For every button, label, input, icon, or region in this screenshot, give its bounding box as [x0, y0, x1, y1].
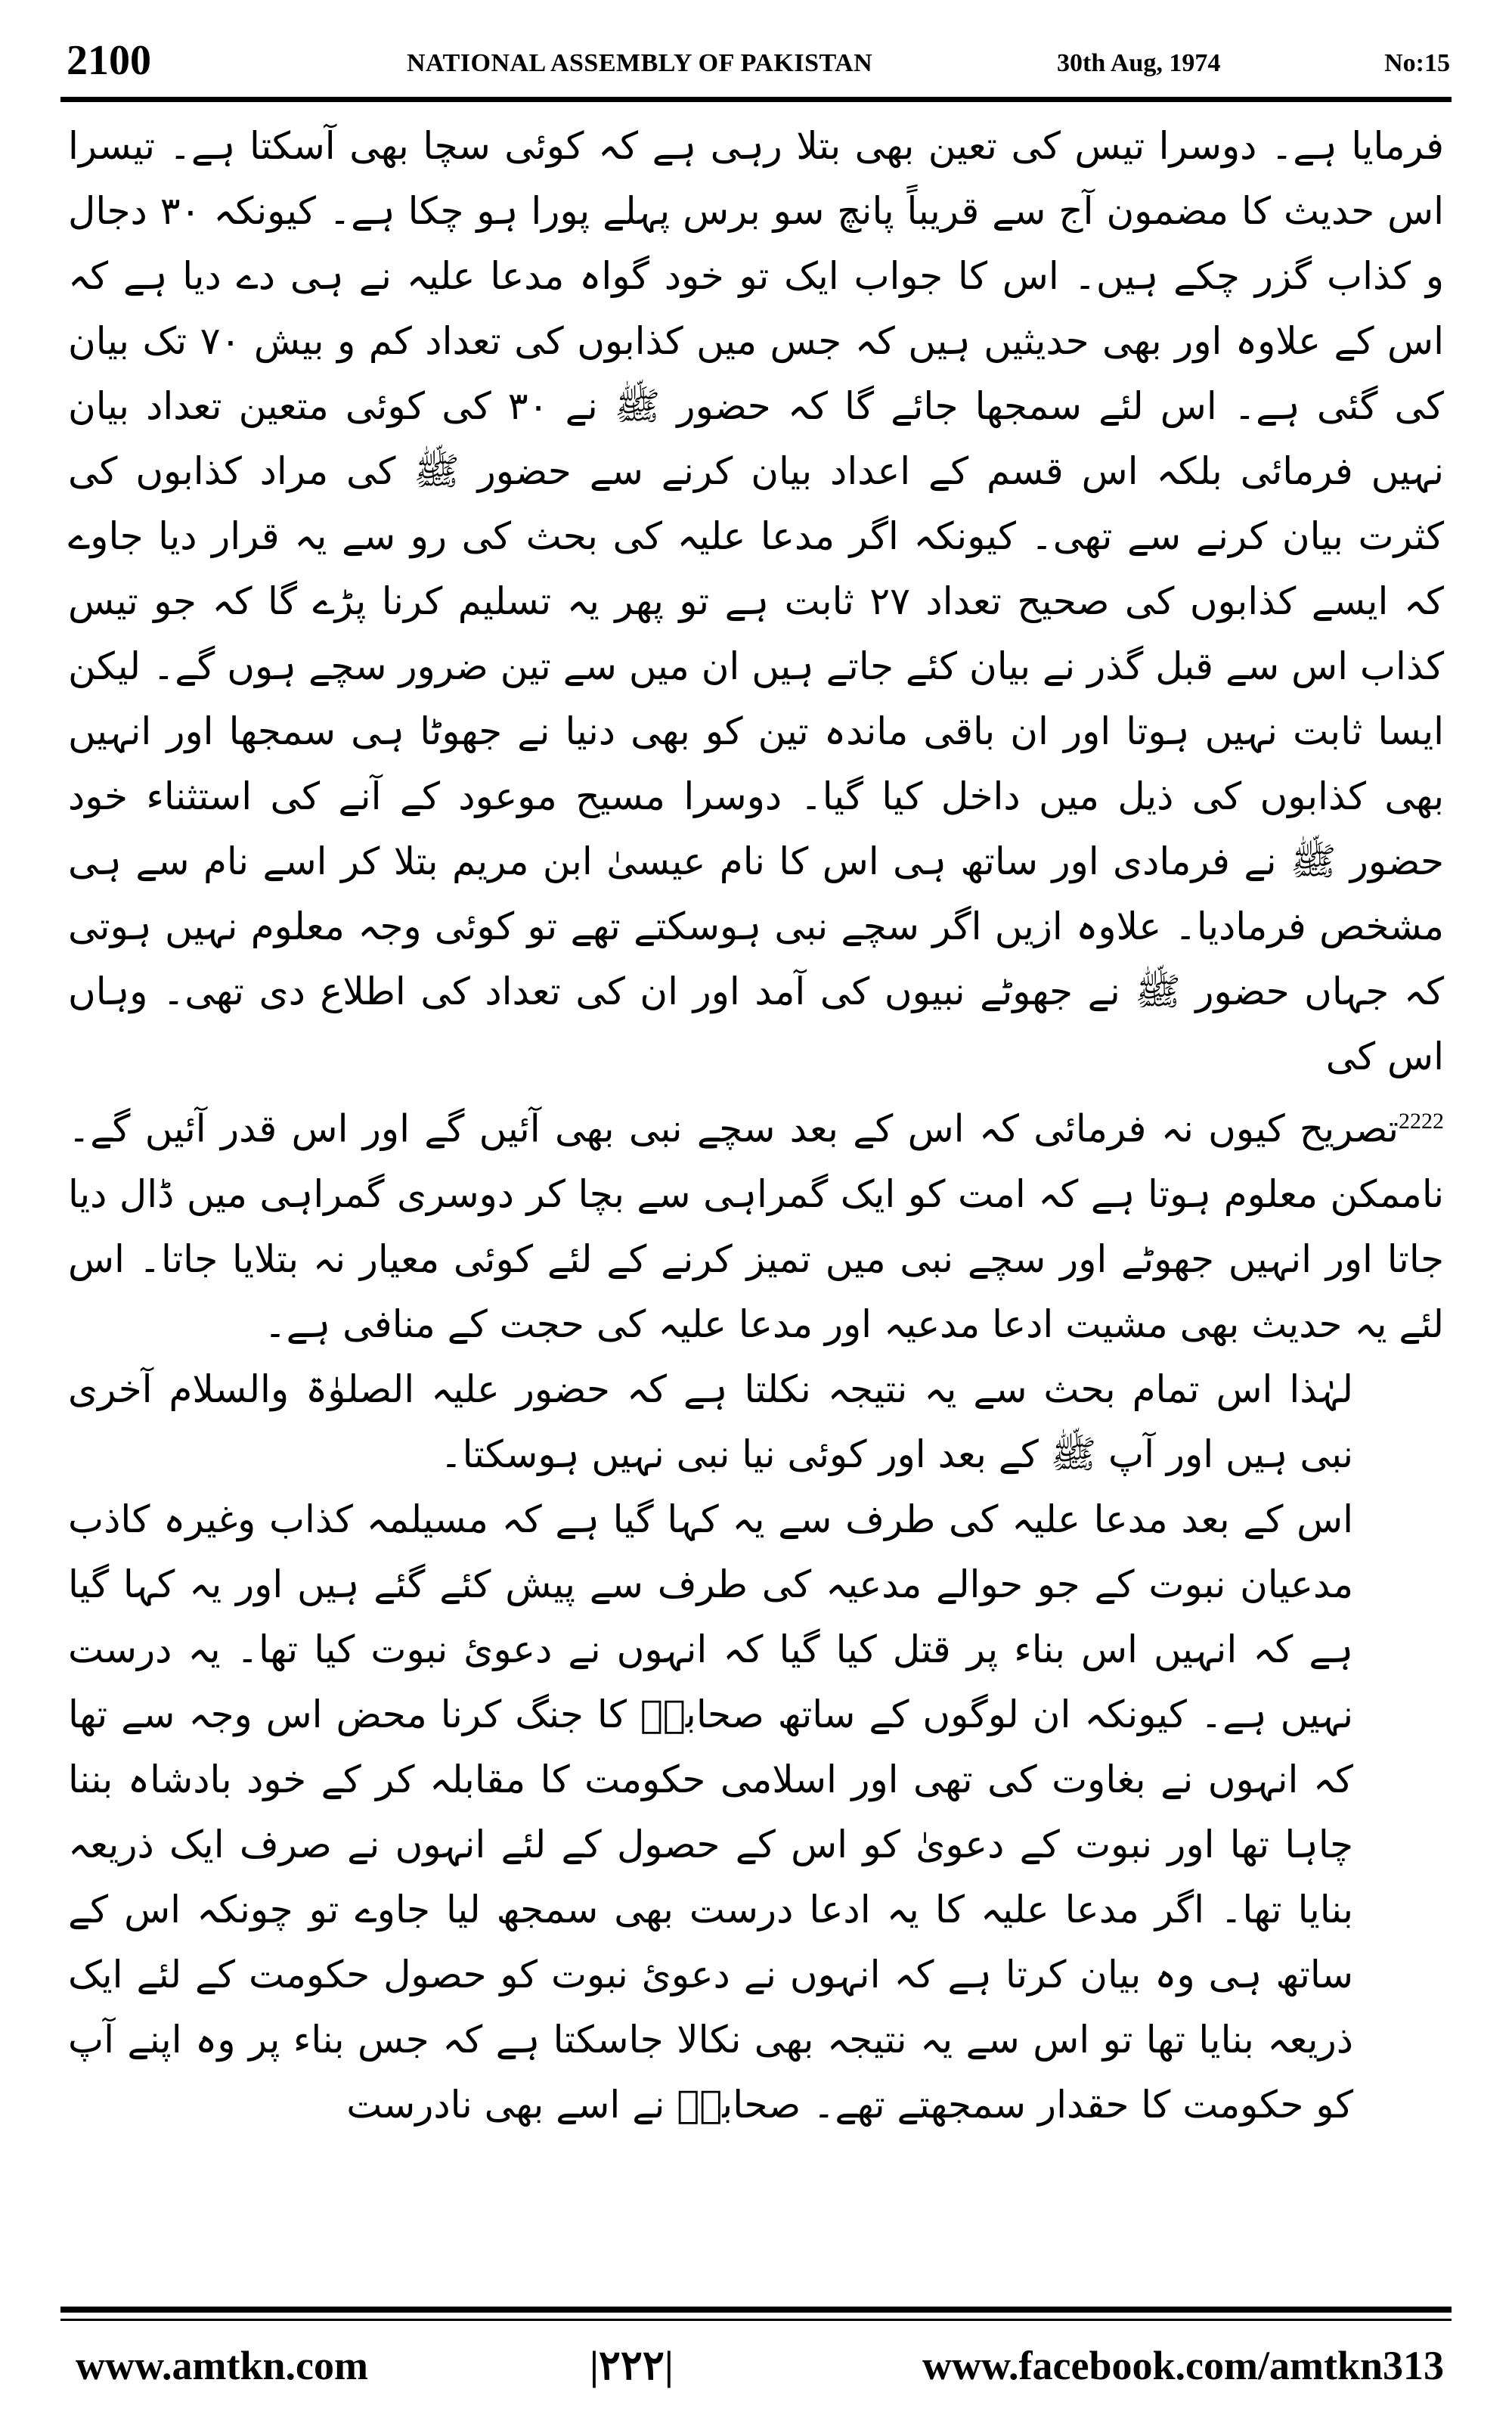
page-reference-marker: 2222 — [1399, 1109, 1444, 1134]
page-number: 2100 — [67, 37, 151, 84]
footer-rule-thick — [60, 2307, 1452, 2313]
paragraph-2 — [68, 1089, 1444, 1357]
assembly-title: NATIONAL ASSEMBLY OF PAKISTAN — [407, 49, 873, 77]
header-rule — [60, 97, 1452, 102]
issue-number: No:15 — [1384, 49, 1450, 77]
page-header — [59, 30, 1450, 91]
website-link[interactable]: www.amtkn.com — [76, 2343, 368, 2388]
paragraph-2-text: تصریح کیوں نہ فرمائی کہ اس کے بعد سچے نبی بھی آئیں گے اور اس قدر آئیں گے۔ ناممکن معلوم ہوتا ہے کہ امت کو ایک گمراہی سے بچا کر دوسری گمراہی میں ڈال دیا جاتا اور انہیں جھوٹے اور سچے نبی میں تمیز کرنے کے لئے کوئی معیار نہ بتلایا جاتا۔ اس لئے یہ حدیث بھی مشیت ادعا مدعیہ اور مدعا علیہ کی حجت کے منافی ہے۔ — [68, 1106, 1444, 1346]
paragraph-1: فرمایا ہے۔ دوسرا تیس کی تعین بھی بتلا رہی ہے کہ کوئی سچا بھی آسکتا ہے۔ تیسرا اس حدیث کا مضمون آج سے قریباً پانچ سو برس پہلے پورا ہو چکا ہے۔ کیونکہ ۳۰ دجال و کذاب گزر چکے ہیں۔ اس کا جواب ایک تو خود گواہ مدعا علیہ نے ہی دے دیا ہے کہ اس کے علاوہ اور بھی حدیثیں ہیں کہ جس میں کذابوں کی تعداد کم و بیش ۷۰ تک بیان کی گئی ہے۔ اس لئے سمجھا جائے گا کہ حضور ﷺ نے ۳۰ کی کوئی متعین تعداد بیان نہیں فرمائی بلکہ اس قسم کے اعداد بیان کرنے سے حضور ﷺ کی مراد کذابوں کی کثرت بیان کرنے سے تھی۔ کیونکہ اگر مدعا علیہ کی بحث کی رو سے یہ قرار دیا جاوے کہ ایسے کذابوں کی صحیح تعداد ۲۷ ثابت ہے تو پھر یہ تسلیم کرنا پڑے گا کہ جو تیس کذاب اس سے قبل گذر نے بیان کئے جاتے ہیں ان میں سے تین ضرور سچے ہوں گے۔ لیکن ایسا ثابت نہیں ہوتا اور ان باقی ماندہ تین کو بھی دنیا نے جھوٹا ہی سمجھا اور انہیں بھی کذابوں کی ذیل میں داخل کیا گیا۔ دوسرا مسیح موعود کے آنے کی استثناء خود حضور ﷺ نے فرمادی اور ساتھ ہی اس کا نام عیسیٰ ابن مریم بتلا کر اسے نام سے ہی مشخص فرمادیا۔ علاوہ ازیں اگر سچے نبی ہوسکتے تھے تو کوئی وجہ معلوم نہیں ہوتی کہ جہاں حضور ﷺ نے جھوٹے نبیوں کی آمد اور ان کی تعداد کی اطلاع دی تھی۔ وہاں اس کی — [68, 124, 1444, 1078]
paragraph-3: لہٰذا اس تمام بحث سے یہ نتیجہ نکلتا ہے کہ حضور علیہ الصلوٰۃ والسلام آخری نبی ہیں اور آپ ﷺ کے بعد اور کوئی نیا نبی نہیں ہوسکتا۔ — [68, 1367, 1353, 1476]
session-date: 30th Aug, 1974 — [1057, 49, 1221, 77]
facebook-link[interactable]: www.facebook.com/amtkn313 — [922, 2343, 1444, 2388]
paragraph-4: اس کے بعد مدعا علیہ کی طرف سے یہ کہا گیا ہے کہ مسیلمہ کذاب وغیرہ کاذب مدعیان نبوت کے جو حوالے مدعیہ کی طرف سے پیش کئے گئے ہیں اور یہ کہا گیا ہے کہ انہیں اس بناء پر قتل کیا گیا کہ انہوں نے دعوئ نبوت کیا تھا۔ یہ درست نہیں ہے۔ کیونکہ ان لوگوں کے ساتھ صحابہؓ کا جنگ کرنا محض اس وجہ سے تھا کہ انہوں نے بغاوت کی تھی اور اسلامی حکومت کا مقابلہ کر کے خود بادشاہ بننا چاہا تھا اور نبوت کے دعویٰ کو اس کے حصول کے لئے انہوں نے صرف ایک ذریعہ بنایا تھا۔ اگر مدعا علیہ کا یہ ادعا درست بھی سمجھ لیا جاوے تو چونکہ اس کے ساتھ ہی وہ بیان کرتا ہے کہ انہوں نے دعوئ نبوت کو حصول حکومت کے لئے ایک ذریعہ بنایا تھا تو اس سے یہ نتیجہ بھی نکالا جاسکتا ہے کہ جس بناء پر وہ اپنے آپ کو حکومت کا حقدار سمجھتے تھے۔ صحابہؓ نے اسے بھی نادرست — [68, 1497, 1353, 2127]
footer-page-ref: |۲۲۲| — [590, 2343, 674, 2388]
footer-rule-thin — [60, 2319, 1452, 2321]
document-body — [68, 113, 1444, 2291]
page-footer — [60, 2328, 1452, 2403]
